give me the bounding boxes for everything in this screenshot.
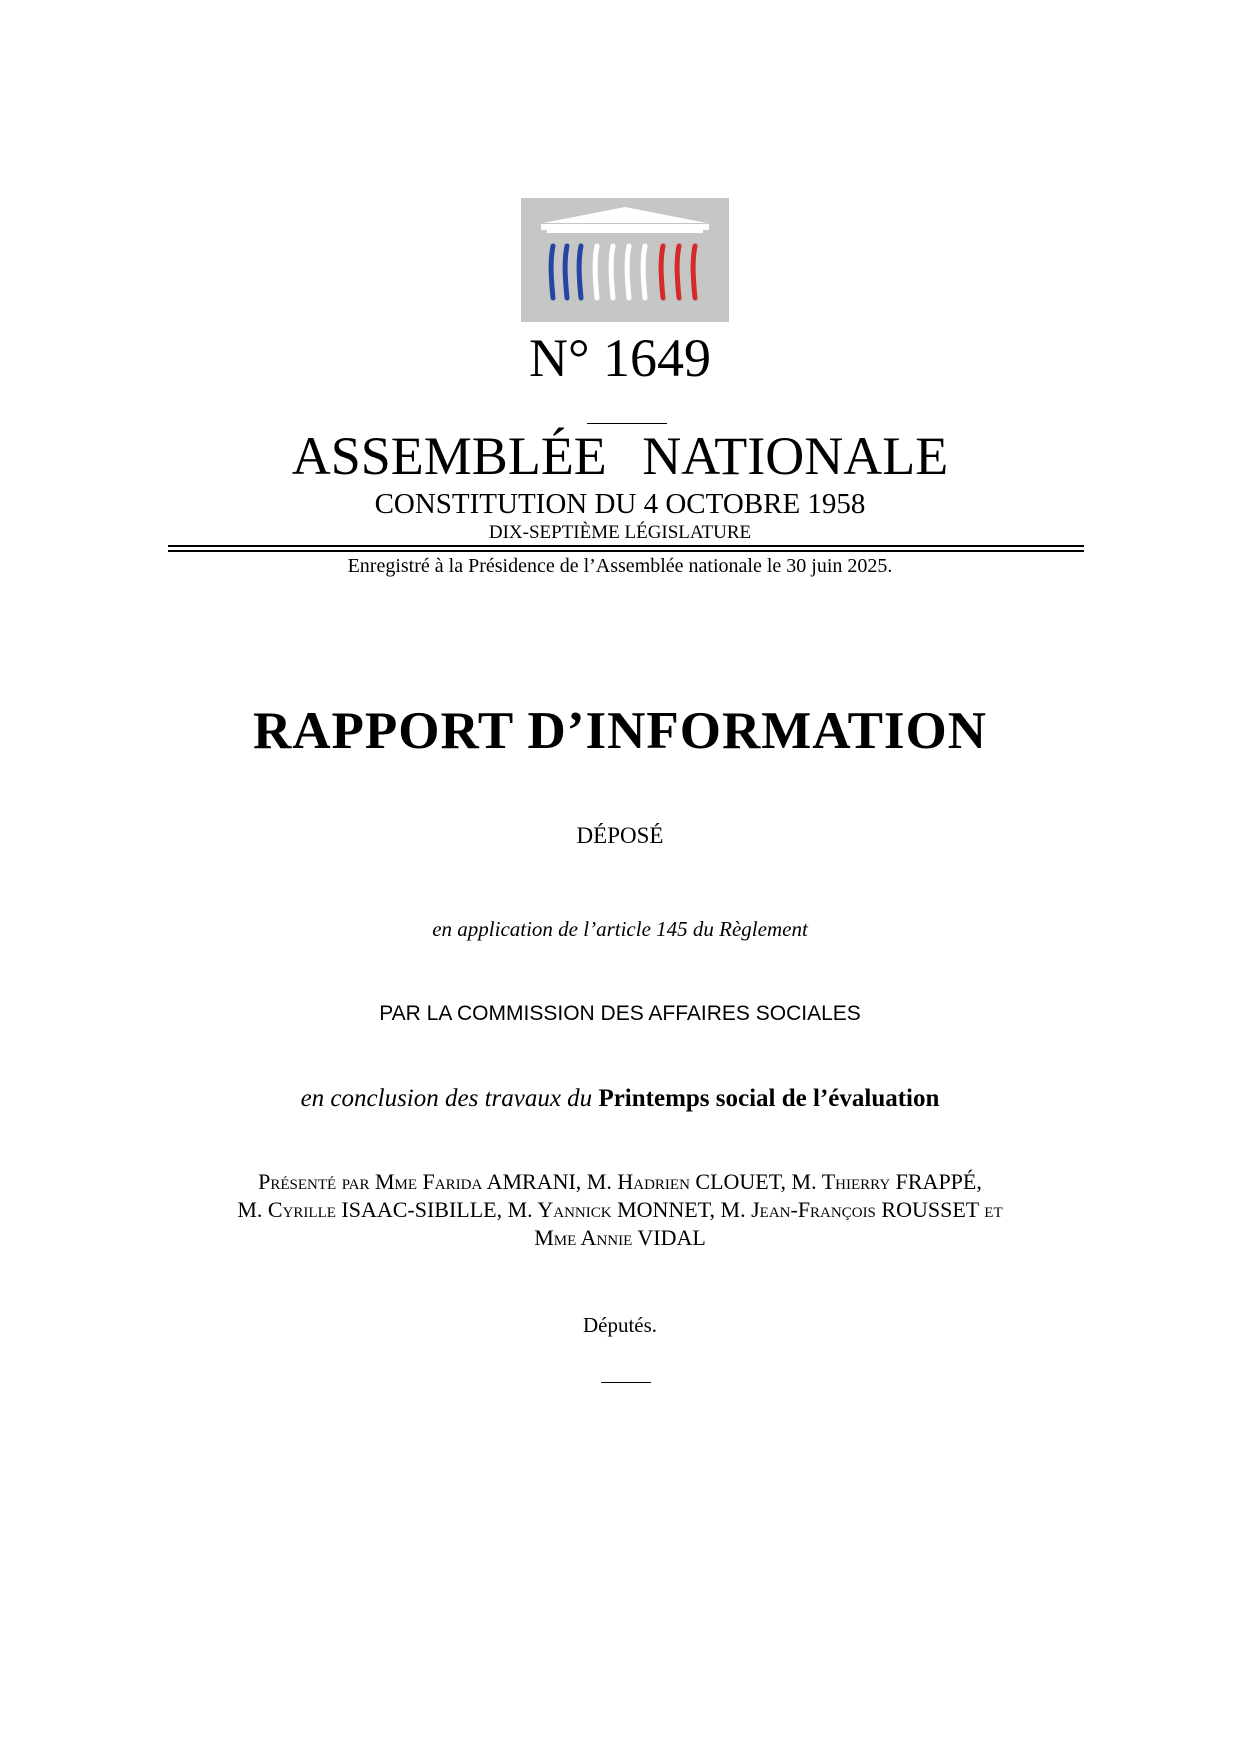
application-article: en application de l’article 145 du Règlement — [432, 917, 808, 941]
header-rule-top — [168, 545, 1084, 547]
constitution-line: CONSTITUTION DU 4 OCTOBRE 1958 — [374, 488, 866, 520]
presenters-line: M. Cyrille ISAAC-SIBILLE, M. Yannick MONNET, M. Jean-François ROUSSET et — [237, 1197, 1003, 1222]
registration-notice: Enregistré à la Présidence de l’Assemblée nationale le 30 juin 2025. — [347, 555, 893, 577]
header-rule-bottom — [168, 550, 1084, 552]
assemblee-nationale-logo-icon — [521, 198, 729, 322]
conclusion-line — [0, 1083, 1240, 1115]
commission-name: PAR LA COMMISSION DES AFFAIRES SOCIALES — [379, 1002, 861, 1025]
closing-rule — [601, 1382, 651, 1383]
conclusion-prefix: en conclusion des travaux du — [300, 1085, 599, 1112]
deposited-label: DÉPOSÉ — [576, 823, 664, 848]
assembly-name: ASSEMBLÉE NATIONALE — [291, 426, 949, 486]
presenters-line: Présenté par Mme Farida AMRANI, M. Hadrien CLOUET, M. Thierry FRAPPÉ, — [258, 1169, 982, 1194]
document-number: N° 1649 — [528, 328, 712, 388]
report-title: RAPPORT D’INFORMATION — [252, 702, 988, 760]
conclusion-subject: Printemps social de l’évaluation — [598, 1085, 940, 1112]
deputies-label: Députés. — [582, 1313, 658, 1337]
legislature-line: DIX-SEPTIÈME LÉGISLATURE — [488, 522, 752, 543]
presenters-line: Mme Annie VIDAL — [534, 1225, 706, 1250]
separator-rule — [587, 423, 667, 424]
presenters-list — [0, 1168, 1240, 1252]
